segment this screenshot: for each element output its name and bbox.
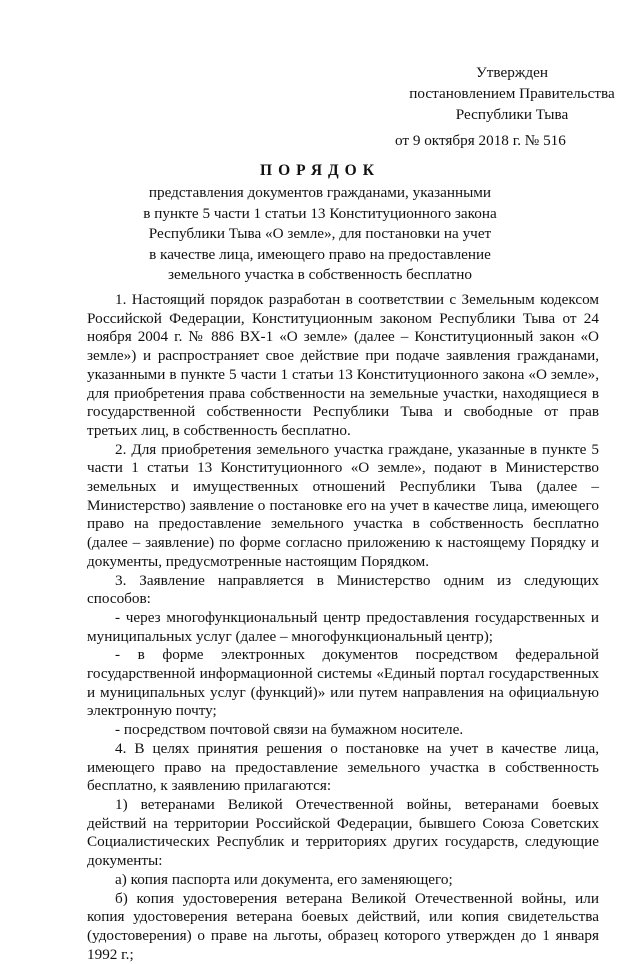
subitem-1: 1) ветеранами Великой Отечественной войны, ветеранами боевых действий на территории Российской Федерации, бывшего Союза Советских Социалистических Республик и территориях других государств, следующие документы: xyxy=(87,796,599,871)
approval-line-3: Республики Тыва xyxy=(392,104,632,125)
paragraph-4: 4. В целях принятия решения о постановке на учет в качестве лица, имеющего право на предоставление земельного участка в собственность бесплатно, к заявлению прилагаются: xyxy=(87,740,599,796)
document-title: ПОРЯДОК xyxy=(0,162,640,181)
paragraph-2: 2. Для приобретения земельного участка граждане, указанные в пункте 5 части 1 статьи 13 Конституционного «О земле», подают в Министерство земельных и имущественных отношений Республики Тыва (далее – Министерство) заявление о постановке его на учет в качестве лица, имеющего право на предоставление земельного участка в собственность бесплатно (далее – заявление) по форме согласно приложению к настоящему Порядку и документы, предусмотренные настоящим Порядком. xyxy=(87,441,599,572)
list-item-post: - посредством почтовой связи на бумажном носителе. xyxy=(87,721,599,740)
subitem-a: а) копия паспорта или документа, его заменяющего; xyxy=(87,871,599,890)
subtitle-line-1: представления документов гражданами, указанными xyxy=(120,183,520,204)
paragraph-3: 3. Заявление направляется в Министерство одним из следующих способов: xyxy=(87,572,599,609)
subtitle-line-5: земельного участка в собственность бесплатно xyxy=(120,265,520,286)
list-item-electronic: - в форме электронных документов посредством федеральной государственной информационной системы «Единый портал государственных и муниципальных услуг (функций)» или путем направления на официальную электронную почту; xyxy=(87,646,599,721)
subtitle-line-4: в качестве лица, имеющего право на предоставление xyxy=(120,245,520,266)
subtitle-line-2: в пункте 5 части 1 статьи 13 Конституционного закона xyxy=(120,204,520,225)
document-body xyxy=(87,291,599,964)
subitem-b: б) копия удостоверения ветерана Великой Отечественной войны, или копия удостоверения ветерана боевых действий, или копия свидетельства (удостоверения) о праве на льготы, образец которого утвержден до 1 января 1992 г.; xyxy=(87,890,599,964)
paragraph-1: 1. Настоящий порядок разработан в соответствии с Земельным кодексом Российской Федерации, Конституционным законом Республики Тыва от 24 ноября 2004 г. № 886 ВХ-1 «О земле» (далее – Конституционный закон «О земле») и распространяет свое действие при подаче заявления гражданами, указанными в пункте 5 части 1 статьи 13 Конституционного закона «О земле», для приобретения права собственности на земельные участки, находящиеся в государственной собственности Республики Тыва и свободные от прав третьих лиц, в собственность бесплатно. xyxy=(87,291,599,441)
list-item-mfc: - через многофункциональный центр предоставления государственных и муниципальных услуг (далее – многофункциональный центр); xyxy=(87,609,599,646)
approval-line-2: постановлением Правительства xyxy=(392,83,632,104)
approval-line-1: Утвержден xyxy=(392,62,632,83)
document-subtitle xyxy=(120,183,520,286)
approval-date: от 9 октября 2018 г. № 516 xyxy=(395,132,566,151)
subtitle-line-3: Республики Тыва «О земле», для постановки на учет xyxy=(120,224,520,245)
approval-block xyxy=(392,62,632,125)
